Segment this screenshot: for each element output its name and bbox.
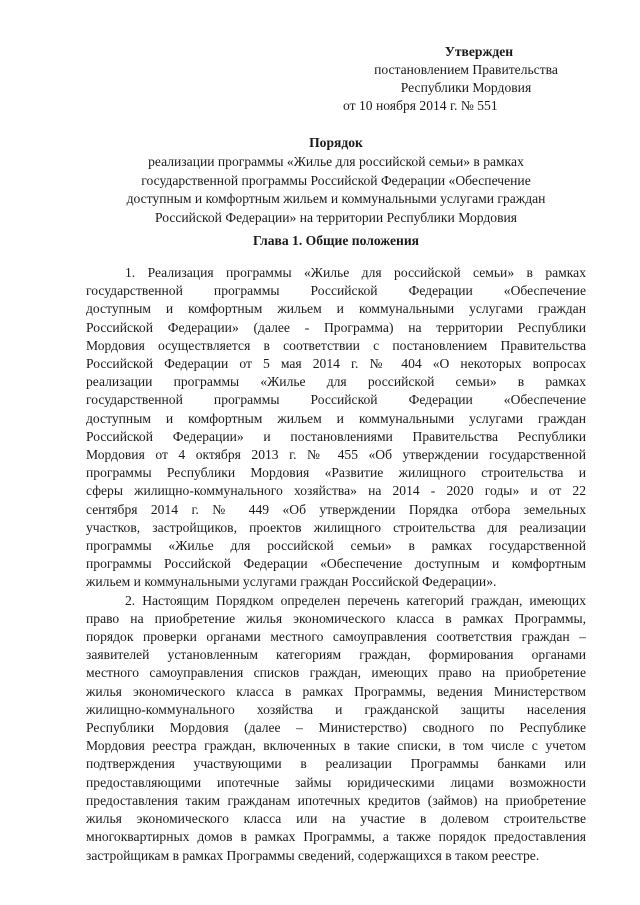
text-line: участков, застройщиков, проектов жилищного строительства для реализации — [86, 519, 586, 535]
text-line: многоквартирных домов в рамках Программы, а также порядок предоставления — [86, 829, 586, 845]
text-line: программы Российской Федерации «Обеспечение доступным и комфортным — [86, 556, 586, 572]
subtitle-line: доступным и комфортным жильем и коммунальными услугами граждан — [126, 191, 546, 207]
approval-title: Утвержден — [444, 44, 514, 59]
paragraph-1 — [86, 264, 586, 592]
body-text — [86, 264, 586, 865]
text-line: жилья экономического класса в рамках Программы, ведения Министерством — [86, 683, 586, 699]
document-title: Порядок — [309, 135, 363, 150]
text-line: доступным и комфортным жильем и коммунальными услугами граждан — [86, 301, 586, 317]
text-line: Республики Мордовия (далее – Министерство) сводного по Республике — [86, 720, 586, 736]
date-month: ноября — [375, 98, 416, 113]
text-line: Российской Федерации от 5 мая 2014 г. № 404 «О некоторых вопросах — [86, 356, 586, 372]
text-line: жилья экономического класса или на участие в долевом строительстве — [86, 811, 586, 827]
text-line: порядок проверки органами местного самоуправления соответствия граждан – — [86, 629, 586, 645]
date-prefix: от — [343, 98, 356, 113]
text-line: государственной программы Российской Федерации «Обеспечение — [86, 283, 586, 299]
paragraph-2 — [86, 592, 586, 865]
text-line: жильем и коммунальными услугами граждан Российской Федерации». — [86, 574, 497, 590]
text-line: заявителей установленным категориям граждан, формирования органами — [86, 647, 586, 663]
approval-date — [335, 97, 597, 115]
text-line: право на приобретение жилья экономического класса в рамках Программы, — [86, 610, 586, 626]
text-line: доступным и комфортным жильем и коммунальными услугами граждан — [86, 410, 586, 426]
subtitle-line: реализации программы «Жилье для российской семьи» в рамках — [148, 154, 524, 170]
text-line: застройщикам в рамках Программы сведений, содержащихся в таком реестре. — [86, 847, 540, 863]
doc-number: 551 — [477, 98, 498, 113]
text-line: предоставляющими ипотечные займы юридическими лицами возможности — [86, 774, 586, 790]
text-line: программы Республики Мордовия «Развитие жилищного строительства и — [86, 465, 586, 481]
text-line: Российской Федерации» (далее - Программа) на территории Республики — [86, 319, 586, 335]
text-line: Российской Федерации» и постановлениями Правительства Республики — [86, 428, 586, 444]
text-line: предоставления таким гражданам ипотечных кредитов (займов) на приобретение — [86, 792, 586, 808]
date-year: 2014 г. — [419, 98, 458, 113]
document-title-block — [86, 134, 586, 227]
subtitle-line: Российской Федерации» на территории Республики Мордовия — [154, 209, 518, 225]
approval-line-2: Республики Мордовия — [400, 80, 532, 95]
text-line: программы «Жилье для российской семьи» в рамках государственной — [86, 538, 586, 554]
text-line: государственной программы Российской Федерации «Обеспечение — [86, 392, 586, 408]
text-line: жилищно-коммунального хозяйства и гражданской защиты населения — [86, 701, 586, 717]
approval-line-1: постановлением Правительства — [374, 62, 558, 77]
text-line: 2. Настоящим Порядком определен перечень категорий граждан, имеющих — [125, 592, 586, 608]
text-line: местного самоуправления списков граждан, имеющих право на приобретение — [86, 665, 586, 681]
text-line: реализации программы «Жилье для российской семьи» в рамках — [86, 374, 586, 390]
text-line: сентября 2014 г. № 449 «Об утверждении Порядка отбора земельных — [86, 501, 586, 517]
date-day: 10 — [358, 98, 373, 113]
text-line: Мордовия осуществляется в соответствии с постановлением Правительства — [86, 337, 586, 353]
text-line: Мордовия реестра граждан, включенных в такие списки, в том числе с учетом — [86, 738, 586, 754]
text-line: Мордовия от 4 октября 2013 г. № 455 «Об утверждении государственной — [86, 447, 586, 463]
subtitle-line: государственной программы Российской Федерации «Обеспечение — [141, 172, 531, 188]
approval-stamp — [335, 43, 597, 115]
text-line: подтверждения участвующими в реализации Программы банками или — [86, 756, 586, 772]
text-line: 1. Реализация программы «Жилье для российской семьи» в рамках — [125, 265, 586, 280]
number-sign: № — [460, 98, 474, 113]
chapter-heading: Глава 1. Общие положения — [252, 233, 420, 248]
text-line: сферы жилищно-коммунального хозяйства» на 2014 - 2020 годы» и от 22 — [86, 483, 586, 499]
